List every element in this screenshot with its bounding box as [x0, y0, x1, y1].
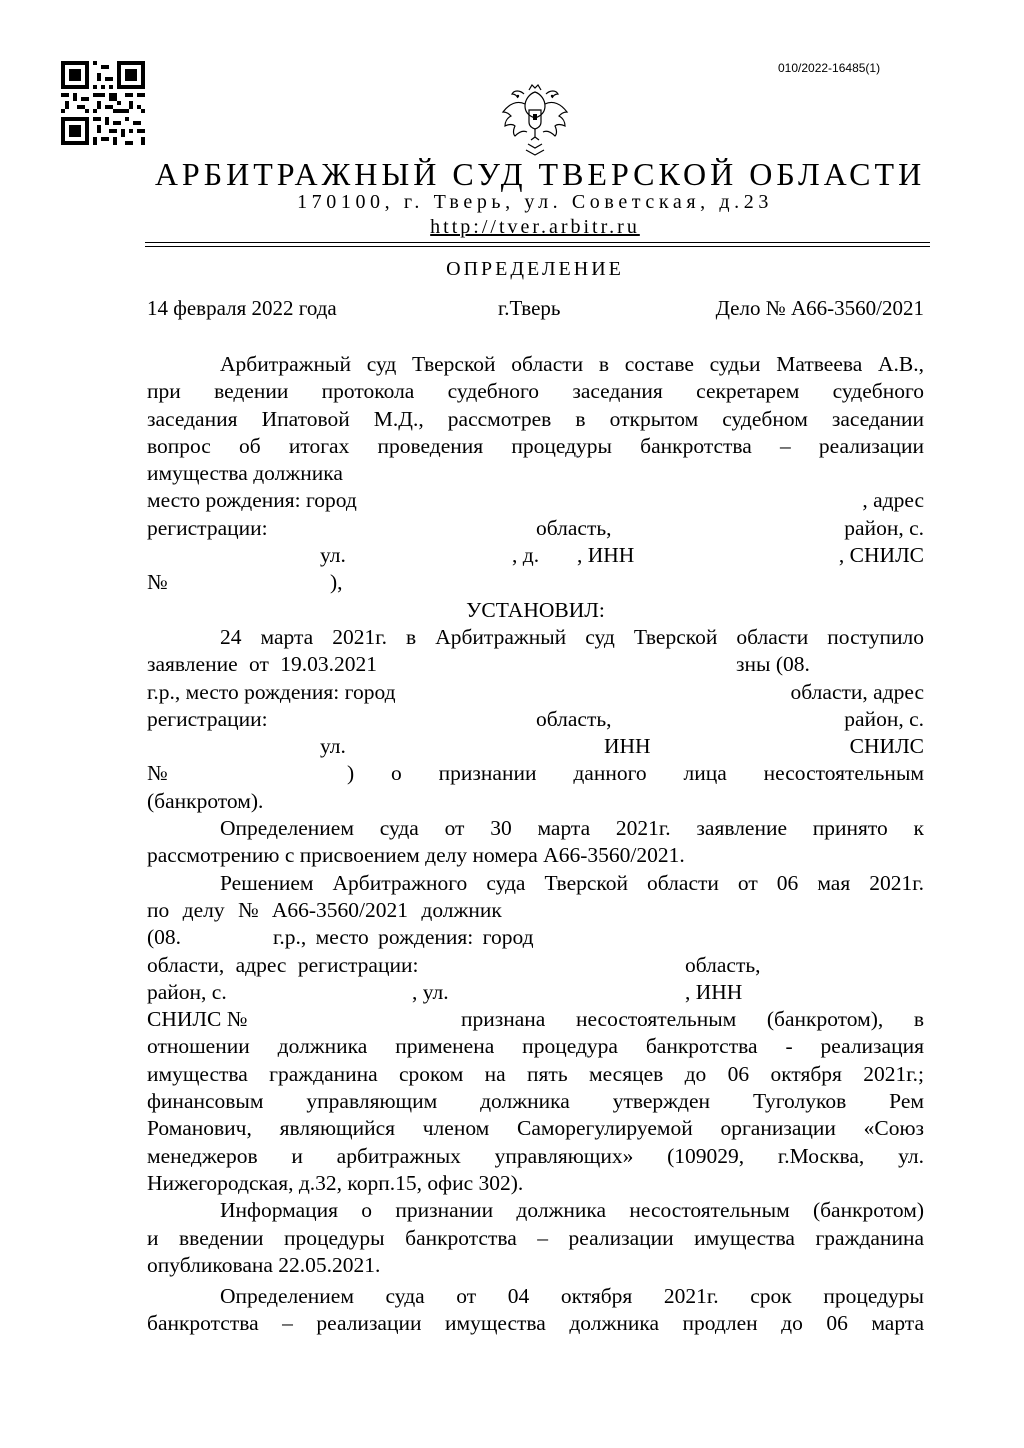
text-fragment: СНИЛС [849, 734, 924, 759]
text-fragment: регистрации: [147, 515, 268, 540]
text-line [147, 706, 924, 733]
text-line [147, 924, 924, 951]
text-fragment: по делу № А66-3560/2021 должник [147, 897, 502, 922]
text-fragment: район, с. [844, 515, 924, 540]
text-line: Решением Арбитражного суда Тверской области от 06 мая 2021г. [220, 870, 924, 895]
document-type-title: ОПРЕДЕЛЕНИЕ [446, 258, 624, 280]
text-fragment: место рождения: город [147, 488, 357, 513]
text-line [147, 515, 924, 542]
text-fragment: № [147, 761, 168, 786]
paragraph-publication [147, 1197, 924, 1279]
text-fragment: ул. [320, 734, 346, 759]
text-line [147, 760, 924, 787]
text-fragment: ИНН [604, 734, 651, 759]
text-line: имущества должника [147, 461, 343, 486]
paragraph-intro [147, 351, 924, 597]
text-fragment: № [147, 570, 168, 595]
text-line: Нижегородская, д.32, корп.15, офис 302). [147, 1170, 524, 1195]
text-fragment: , адрес [862, 488, 924, 513]
court-name: АРБИТРАЖНЫЙ СУД ТВЕРСКОЙ ОБЛАСТИ [154, 156, 926, 192]
paragraph-decision [147, 870, 924, 1198]
document-date: 14 февраля 2022 года [147, 296, 337, 320]
text-fragment: ), [330, 570, 343, 595]
text-fragment: области, адрес [790, 679, 924, 704]
text-line: Информация о признании должника несостоятельным (банкротом) [220, 1198, 924, 1223]
text-line: Романович, являющийся членом Саморегулируемой организации «Союз [147, 1116, 924, 1141]
text-fragment: г.р., место рождения: город [273, 925, 534, 950]
text-fragment: заявление от 19.03.2021 [147, 652, 377, 677]
text-line: опубликована 22.05.2021. [147, 1252, 381, 1277]
text-line [147, 733, 924, 760]
text-fragment: , д. [512, 543, 540, 568]
text-fragment: г.р., место рождения: город [147, 679, 396, 704]
text-line: банкротства – реализации имущества должника продлен до 06 марта [147, 1311, 924, 1336]
text-fragment: район, с. [844, 706, 924, 731]
text-fragment: область, [685, 952, 761, 977]
header-divider-bottom [145, 246, 930, 247]
text-line [147, 651, 924, 678]
case-number: Дело № А66-3560/2021 [715, 296, 924, 320]
court-address: 170100, г. Тверь, ул. Советская, д.23 [297, 191, 773, 213]
text-fragment: области, адрес регистрации: [147, 952, 419, 977]
paragraph-acceptance [147, 815, 924, 870]
text-line [147, 952, 924, 979]
text-line [147, 487, 924, 514]
text-line [147, 569, 924, 596]
coat-of-arms-emblem [498, 80, 572, 158]
text-fragment: , ИНН [685, 979, 743, 1004]
text-line [147, 1006, 924, 1033]
text-fragment: признана несостоятельным (банкротом), в [461, 1007, 924, 1032]
text-fragment: (08. [147, 925, 182, 950]
text-fragment: регистрации: [147, 706, 268, 731]
document-body [147, 351, 924, 1338]
court-website-link[interactable]: http://tver.arbitr.ru [430, 216, 640, 238]
paragraph-extension [147, 1283, 924, 1338]
text-line [147, 679, 924, 706]
text-fragment: , ИНН [577, 543, 635, 568]
text-line: Арбитражный суд Тверской области в составе судьи Матвеева А.В., [220, 352, 924, 376]
text-line: вопрос об итогах проведения процедуры банкротства – реализации [147, 433, 924, 458]
text-fragment: область, [536, 706, 612, 731]
text-line: при ведении протокола судебного заседания секретарем судебного [147, 379, 924, 404]
text-line: и введении процедуры банкротства – реализации имущества гражданина [147, 1225, 924, 1250]
text-line: имущества гражданина сроком на пять месяцев до 06 октября 2021г.; [147, 1061, 924, 1086]
text-fragment: зны (08. [736, 652, 810, 677]
paragraph-application [147, 624, 924, 815]
text-line [147, 897, 924, 924]
text-line [147, 979, 924, 1006]
text-line: финансовым управляющим должника утвержден Туголуков Рем [147, 1089, 924, 1114]
document-city: г.Тверь [498, 296, 561, 320]
text-fragment: ул. [320, 543, 346, 568]
text-line: 24 марта 2021г. в Арбитражный суд Тверской области поступило [220, 624, 924, 649]
text-line: менеджеров и арбитражных управляющих» (109029, г.Москва, ул. [147, 1143, 924, 1168]
qr-code [61, 61, 145, 145]
text-fragment: СНИЛС № [147, 1007, 248, 1032]
text-line: (банкротом). [147, 788, 264, 813]
document-id: 010/2022-16485(1) [778, 61, 881, 75]
text-fragment: район, с. [147, 979, 227, 1004]
text-line [147, 542, 924, 569]
header-divider-top [145, 242, 930, 243]
text-fragment: , СНИЛС [838, 543, 924, 568]
section-heading-established: УСТАНОВИЛ: [466, 597, 605, 622]
text-line: Определением суда от 30 марта 2021г. заявление принято к [220, 816, 924, 841]
text-line: заседания Ипатовой М.Д., рассмотрев в открытом судебном заседании [147, 406, 924, 431]
text-line: Определением суда от 04 октября 2021г. срок процедуры [220, 1284, 924, 1309]
text-line: рассмотрению с присвоением делу номера А66-3560/2021. [147, 843, 685, 868]
text-line: отношении должника применена процедура банкротства - реализация [147, 1034, 924, 1059]
text-fragment: ) о признании данного лица несостоятельным [347, 761, 924, 786]
text-fragment: , ул. [412, 979, 449, 1004]
text-fragment: область, [536, 515, 612, 540]
